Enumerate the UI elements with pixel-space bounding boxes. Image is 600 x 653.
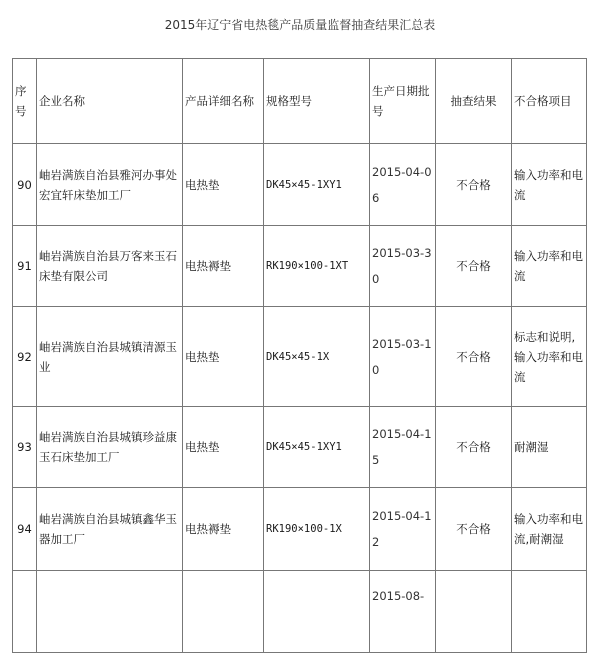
cell-model: RK190×100-1XT xyxy=(264,226,370,307)
table-row xyxy=(13,226,587,307)
cell-result: 不合格 xyxy=(436,144,512,226)
cell-seq xyxy=(13,571,37,653)
cell-items: 输入功率和电流,耐潮湿 xyxy=(512,488,587,571)
cell-date: 2015-04-12 xyxy=(370,488,436,571)
cell-date: 2015-04-15 xyxy=(370,407,436,488)
header-company: 企业名称 xyxy=(37,59,183,144)
table-row xyxy=(13,144,587,226)
cell-result: 不合格 xyxy=(436,226,512,307)
cell-result: 不合格 xyxy=(436,488,512,571)
header-model: 规格型号 xyxy=(264,59,370,144)
cell-model: DK45×45-1XY1 xyxy=(264,407,370,488)
cell-date: 2015-04-06 xyxy=(370,144,436,226)
cell-items: 输入功率和电流 xyxy=(512,226,587,307)
cell-company: 岫岩满族自治县万客来玉石床垫有限公司 xyxy=(37,226,183,307)
cell-model xyxy=(264,571,370,653)
table-row xyxy=(13,571,587,653)
cell-company: 岫岩满族自治县城镇珍益康玉石床垫加工厂 xyxy=(37,407,183,488)
cell-seq: 93 xyxy=(13,407,37,488)
cell-product: 电热垫 xyxy=(183,144,264,226)
document-title: 2015年辽宁省电热毯产品质量监督抽查结果汇总表 xyxy=(164,18,436,32)
cell-company: 岫岩满族自治县雅河办事处宏宜轩床垫加工厂 xyxy=(37,144,183,226)
cell-items: 标志和说明,输入功率和电流 xyxy=(512,307,587,407)
cell-items: 耐潮湿 xyxy=(512,407,587,488)
table-row xyxy=(13,407,587,488)
cell-items: 输入功率和电流 xyxy=(512,144,587,226)
cell-seq: 94 xyxy=(13,488,37,571)
cell-company: 岫岩满族自治县城镇清源玉业 xyxy=(37,307,183,407)
cell-model: DK45×45-1XY1 xyxy=(264,144,370,226)
cell-result: 不合格 xyxy=(436,307,512,407)
cell-company: 岫岩满族自治县城镇鑫华玉器加工厂 xyxy=(37,488,183,571)
cell-product: 电热褥垫 xyxy=(183,226,264,307)
results-table xyxy=(12,58,587,653)
header-date: 生产日期批号 xyxy=(370,59,436,144)
cell-result xyxy=(436,571,512,653)
cell-product: 电热褥垫 xyxy=(183,488,264,571)
cell-seq: 91 xyxy=(13,226,37,307)
cell-seq: 92 xyxy=(13,307,37,407)
cell-result: 不合格 xyxy=(436,407,512,488)
cell-product: 电热垫 xyxy=(183,307,264,407)
cell-date: 2015-03-30 xyxy=(370,226,436,307)
cell-date: 2015-08- xyxy=(370,571,436,653)
header-items: 不合格项目 xyxy=(512,59,587,144)
cell-company xyxy=(37,571,183,653)
cell-date: 2015-03-10 xyxy=(370,307,436,407)
cell-seq: 90 xyxy=(13,144,37,226)
cell-model: DK45×45-1X xyxy=(264,307,370,407)
header-result: 抽查结果 xyxy=(436,59,512,144)
table-header-row xyxy=(13,59,587,144)
header-product: 产品详细名称 xyxy=(183,59,264,144)
cell-items xyxy=(512,571,587,653)
table-row xyxy=(13,488,587,571)
cell-product xyxy=(183,571,264,653)
table-row xyxy=(13,307,587,407)
cell-product: 电热垫 xyxy=(183,407,264,488)
cell-model: RK190×100-1X xyxy=(264,488,370,571)
header-seq: 序号 xyxy=(13,59,37,144)
